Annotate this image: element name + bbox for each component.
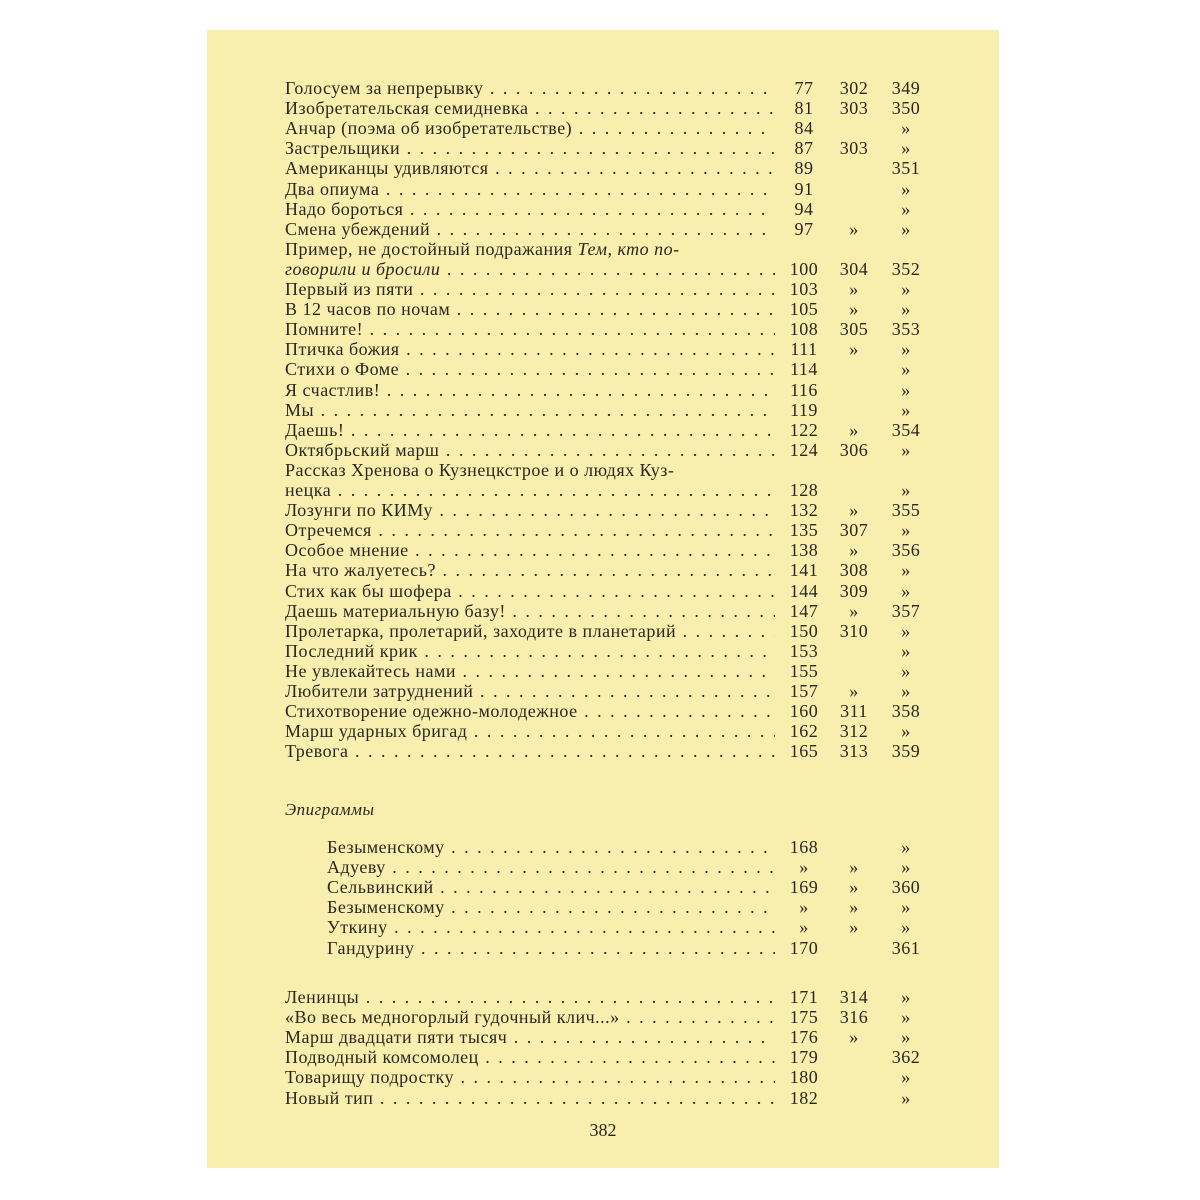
page-ref-3: » (901, 580, 911, 601)
page-ref-3: 355 (891, 500, 921, 521)
entry-title-text: Застрельщики (285, 138, 401, 159)
entry-title-text: Уткину (327, 917, 388, 938)
page-ref-1: 171 (789, 987, 819, 1007)
page-ref-3: 361 (891, 937, 921, 958)
toc-entry-title (327, 896, 775, 918)
toc-entry-title (285, 1066, 775, 1088)
page-ref-1: 132 (789, 500, 819, 521)
page-ref-1: 124 (789, 439, 819, 460)
page-ref-1: 77 (794, 78, 814, 98)
page-ref-2: » (849, 500, 859, 521)
entry-title-text: Подводный комсомолец (285, 1047, 479, 1068)
page-number: 382 (589, 1120, 617, 1140)
toc-entry-title (327, 836, 775, 858)
entry-title-text: Марш двадцати пяти тысяч (285, 1027, 508, 1048)
page-ref-2: » (849, 299, 859, 320)
toc-entry-title (285, 358, 775, 380)
page-ref-1: 141 (789, 560, 819, 581)
page-ref-1: 176 (789, 1027, 819, 1048)
entry-title-text: Смена убеждений (285, 218, 431, 239)
page-ref-1: 89 (794, 158, 814, 179)
page-ref-3: » (901, 857, 911, 878)
page-ref-1: 91 (794, 178, 814, 199)
entry-title-text: Изобретательская семидневка (285, 98, 529, 119)
page-ref-2: 304 (839, 258, 869, 279)
page-ref-2: 311 (840, 701, 868, 722)
page-ref-3: 360 (891, 877, 921, 898)
page-ref-1: 84 (794, 118, 814, 139)
toc-entry-title (285, 137, 775, 159)
page-ref-3: » (901, 560, 911, 581)
page-ref-2: 303 (839, 138, 869, 159)
entry-title-text: Отречемся (285, 520, 372, 541)
page-ref-2: 313 (839, 741, 869, 762)
page-ref-2: 305 (839, 319, 869, 340)
page-ref-3: » (901, 897, 911, 918)
entry-title-text: Американцы удивляются (285, 158, 489, 179)
page-ref-3: » (901, 178, 911, 199)
entry-title-text: Даешь! (285, 419, 345, 440)
section-heading: Эпиграммы (285, 800, 375, 819)
entry-title-text: Лозунги по КИМу (285, 500, 433, 521)
toc-entry-title (285, 157, 775, 179)
page-ref-1: » (799, 917, 809, 938)
toc-entry-title (285, 117, 775, 139)
page-ref-1: 122 (789, 419, 819, 440)
entry-title-text: Пример, не достойный подражания (285, 238, 573, 259)
page-ref-3: » (901, 118, 911, 139)
page-ref-3: 352 (891, 258, 921, 279)
toc-entry-title (285, 580, 775, 602)
page-ref-2: 303 (839, 98, 869, 119)
page-ref-3: 356 (891, 540, 921, 561)
page-ref-3: » (901, 520, 911, 541)
entry-title-text: Ленинцы (285, 987, 360, 1007)
toc-entry-title (285, 740, 775, 762)
toc-entry-title (285, 419, 775, 441)
page-ref-1: 160 (789, 701, 819, 722)
page-ref-1: 169 (789, 877, 819, 898)
page-ref-2: » (849, 681, 859, 701)
page-ref-1: 153 (789, 640, 819, 661)
page-ref-1: 144 (789, 580, 819, 601)
page-ref-2: » (849, 877, 859, 898)
page-ref-2: 308 (839, 560, 869, 581)
page-ref-2: » (849, 897, 859, 918)
page-ref-1: 100 (789, 258, 819, 279)
page-ref-1: 94 (794, 198, 814, 219)
book-page (207, 30, 999, 1168)
toc-entry-title (285, 399, 775, 421)
entry-title-italic-text: говорили и бросили (285, 258, 441, 279)
page-ref-3: 354 (891, 419, 921, 440)
page-ref-1: 165 (789, 741, 819, 762)
entry-title-text: Даешь материальную базу! (285, 600, 506, 621)
entry-title-text: В 12 часов по ночам (285, 299, 451, 320)
page-ref-1: 179 (789, 1047, 819, 1068)
page-ref-2: » (849, 279, 859, 299)
page-ref-1: 175 (789, 1007, 819, 1028)
page-ref-2: » (849, 339, 859, 360)
page-ref-2: » (849, 218, 859, 239)
page-ref-1: 138 (789, 540, 819, 561)
toc-entry-title (285, 258, 775, 280)
toc-entry-title (285, 700, 775, 722)
toc-entry-title (285, 660, 775, 682)
toc-entry-title (285, 379, 775, 401)
toc-entry-title (327, 937, 775, 959)
page-ref-1: 182 (789, 1087, 819, 1108)
page-ref-3: » (901, 359, 911, 380)
page-ref-3: » (901, 299, 911, 320)
entry-title-text: Помните! (285, 319, 364, 340)
entry-title-text: Стих как бы шофера (285, 580, 452, 601)
toc-entry-title (285, 680, 775, 702)
entry-title-text: Адуеву (327, 857, 386, 878)
page-ref-1: » (799, 897, 809, 918)
toc-entry-title (285, 459, 775, 481)
entry-title-text: Безыменскому (327, 897, 445, 918)
page-ref-2: 310 (839, 620, 869, 641)
page-ref-3: » (901, 640, 911, 661)
page-ref-3: » (901, 198, 911, 219)
page-ref-3: » (901, 399, 911, 420)
page-ref-3: » (901, 279, 911, 299)
page-ref-1: 105 (789, 299, 819, 320)
page-ref-1: 135 (789, 520, 819, 541)
page-ref-1: 116 (790, 379, 818, 400)
page-ref-1: 87 (794, 138, 814, 159)
entry-title-text: Гандурину (327, 937, 415, 958)
page-ref-2: 306 (839, 439, 869, 460)
page-ref-3: » (901, 660, 911, 681)
page-ref-1: 103 (789, 279, 819, 299)
toc-entry-title (285, 278, 775, 300)
entry-title-text: Не увлекайтесь нами (285, 660, 456, 681)
entry-title-text: Особое мнение (285, 540, 409, 561)
page-ref-1: 128 (789, 480, 819, 500)
page-ref-3: 362 (891, 1047, 921, 1068)
toc-entry-title (285, 620, 775, 642)
page-ref-1: 97 (794, 218, 814, 239)
toc-entry-title (285, 986, 775, 1008)
toc-entry-title (285, 559, 775, 581)
page-ref-2: 316 (839, 1007, 869, 1028)
entry-title-text: Надо бороться (285, 198, 404, 219)
toc-entry-title (285, 178, 775, 200)
page-ref-2: » (849, 419, 859, 440)
page-ref-3: » (901, 1087, 911, 1108)
page-ref-3: » (901, 837, 911, 857)
page-ref-1: 81 (794, 98, 814, 119)
toc-entry-title (327, 916, 775, 938)
entry-title-italic-text: Тем, кто по- (577, 238, 680, 259)
page-ref-2: » (849, 917, 859, 938)
entry-title-text: Птичка божия (285, 339, 400, 360)
page-ref-3: » (901, 1027, 911, 1048)
toc-entry-title (285, 298, 775, 320)
page-ref-1: 119 (790, 399, 818, 420)
page-ref-3: » (901, 379, 911, 400)
entry-title-text: Первый из пяти (285, 279, 414, 299)
toc-entry-title (285, 600, 775, 622)
entry-title-text: Товарищу подростку (285, 1067, 454, 1088)
entry-title-text: Октябрьский марш (285, 439, 440, 460)
page-ref-3: » (901, 339, 911, 360)
page-ref-2: » (849, 857, 859, 878)
entry-title-text: «Во весь медногорлый гудочный клич...» (285, 1007, 620, 1028)
page-ref-3: 359 (891, 741, 921, 762)
entry-title-text: На что жалуетесь? (285, 560, 436, 581)
entry-title-text: Сельвинский (327, 877, 434, 898)
entry-title-text: Пролетарка, пролетарий, заходите в планетарий (285, 620, 677, 641)
page-ref-3: » (901, 138, 911, 159)
toc-entry-title (285, 539, 775, 561)
page-ref-3: » (901, 987, 911, 1007)
entry-title-text: Анчар (поэма об изобретательстве) (285, 118, 573, 139)
entry-title-text: Стихи о Фоме (285, 359, 400, 380)
page-ref-3: » (901, 721, 911, 742)
page-ref-3: 350 (891, 98, 921, 119)
page-ref-3: 357 (891, 600, 921, 621)
toc-entry-title (285, 479, 775, 501)
entry-title-text: Стихотворение одежно-молодежное (285, 701, 578, 722)
page-ref-2: 302 (839, 78, 869, 98)
page-ref-3: » (901, 439, 911, 460)
page-ref-1: 108 (789, 319, 819, 340)
entry-title-text: Два опиума (285, 178, 380, 199)
page-ref-3: 353 (891, 319, 921, 340)
page-ref-2: » (849, 1027, 859, 1048)
page-ref-2: » (849, 600, 859, 621)
entry-title-text: Последний крик (285, 640, 418, 661)
page-ref-3: » (901, 218, 911, 239)
toc-entry-title (285, 238, 775, 260)
toc-entry-title (285, 1046, 775, 1068)
page-ref-1: 180 (789, 1067, 819, 1088)
toc-entry-title (327, 856, 775, 878)
toc-entry-title (285, 640, 775, 662)
entry-title-text: Я счастлив! (285, 379, 381, 400)
page-ref-3: 358 (891, 701, 921, 722)
page-ref-2: » (849, 540, 859, 561)
entry-title-text: Мы (285, 399, 315, 420)
entry-title-text: нецка (285, 480, 332, 500)
page-ref-1: 147 (789, 600, 819, 621)
toc-entry-title (285, 218, 775, 240)
toc-entry-title (285, 499, 775, 521)
toc-entry-title (285, 720, 775, 742)
page-ref-3: » (901, 1067, 911, 1088)
toc-entry-title (285, 519, 775, 541)
page-ref-1: 162 (789, 721, 819, 742)
page-ref-3: 349 (891, 78, 921, 98)
toc-entry-title (285, 97, 775, 119)
page-ref-2: 312 (839, 721, 869, 742)
page-ref-1: 157 (789, 681, 819, 701)
toc-entry-title (285, 439, 775, 461)
entry-title-text: Рассказ Хренова о Кузнецкстрое и о людях Куз- (285, 459, 675, 480)
toc-entry-title (285, 198, 775, 220)
page-ref-3: » (901, 681, 911, 701)
page-ref-2: 309 (839, 580, 869, 601)
page-ref-3: » (901, 480, 911, 500)
entry-title-text: Новый тип (285, 1087, 374, 1108)
page-ref-3: 351 (891, 158, 921, 179)
entry-title-text: Любители затруднений (285, 681, 474, 701)
toc-entry-title (285, 318, 775, 340)
toc-entry-title (285, 1087, 775, 1109)
page-ref-1: 155 (789, 660, 819, 681)
entry-title-text: Голосуем за непрерывку (285, 78, 484, 98)
entry-title-text: Тревога (285, 741, 349, 762)
toc-entry-title (285, 77, 775, 99)
page-ref-3: » (901, 1007, 911, 1028)
page-ref-2: 314 (839, 987, 869, 1007)
page-ref-1: 170 (789, 937, 819, 958)
page-ref-3: » (901, 620, 911, 641)
page-ref-2: 307 (839, 520, 869, 541)
toc-entry-title (327, 876, 775, 898)
page-ref-3: » (901, 917, 911, 938)
page-ref-1: 168 (789, 837, 819, 857)
page-ref-1: 114 (790, 359, 818, 380)
page-ref-1: 150 (789, 620, 819, 641)
page-ref-1: 111 (790, 339, 818, 360)
entry-title-text: Марш ударных бригад (285, 721, 468, 742)
toc-entry-title (285, 1026, 775, 1048)
toc-entry-title (285, 1006, 775, 1028)
entry-title-text: Безыменскому (327, 837, 445, 857)
page-ref-1: » (799, 857, 809, 878)
toc-entry-title (285, 338, 775, 360)
